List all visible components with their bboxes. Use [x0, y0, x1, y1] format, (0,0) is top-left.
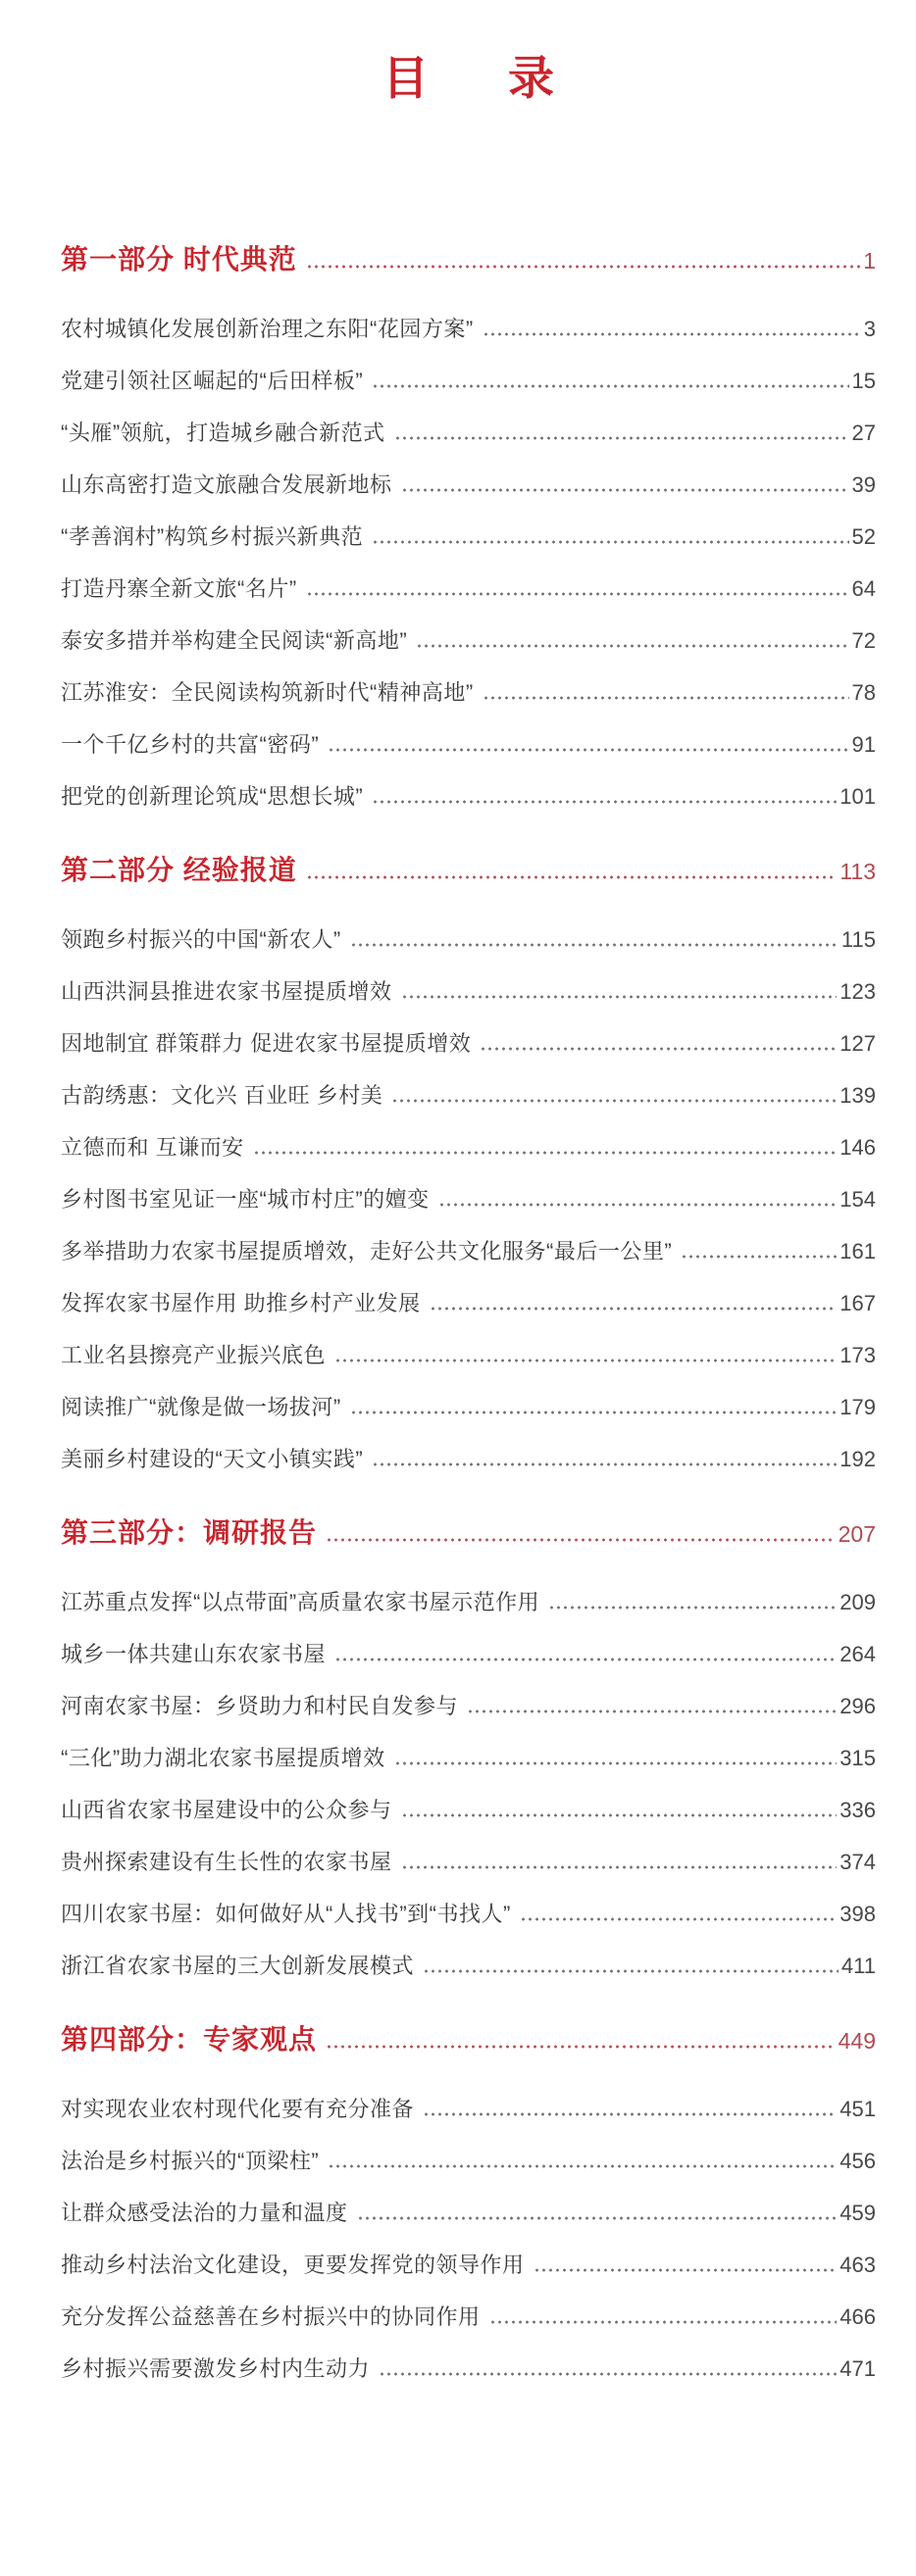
dotted-leader	[306, 592, 849, 596]
entry-page-number: 78	[851, 680, 876, 705]
entry-page-number: 146	[840, 1135, 876, 1160]
section-entries	[61, 2098, 876, 2380]
dotted-leader	[394, 436, 849, 440]
toc-entry-row[interactable]	[61, 980, 876, 1003]
entry-title: 乡村图书室见证一座“城市村庄”的嬗变	[61, 1187, 430, 1212]
toc-entry-row[interactable]	[61, 2150, 876, 2172]
toc-section	[61, 2024, 876, 2380]
dotted-leader	[326, 1538, 836, 1542]
entry-title: 城乡一体共建山东农家书屋	[61, 1642, 327, 1666]
toc-entry-row[interactable]	[61, 2254, 876, 2276]
entry-title: 山东高密打造文旅融合发展新地标	[61, 472, 392, 497]
entry-page-number: 456	[840, 2149, 876, 2173]
entry-title: 农村城镇化发展创新治理之东阳“花园方案”	[61, 317, 474, 341]
dotted-leader	[416, 644, 848, 648]
entry-page-number: 27	[851, 421, 876, 445]
entry-title: 推动乡村法治文化建设，更要发挥党的领导作用	[61, 2253, 525, 2277]
entry-page-number: 15	[851, 369, 876, 393]
toc-entry-row[interactable]	[61, 1643, 876, 1665]
section-header-row[interactable]	[61, 855, 876, 887]
entry-title: 美丽乡村建设的“天文小镇实践”	[61, 1447, 364, 1471]
entry-title: 发挥农家书屋作用 助推乡村产业发展	[61, 1291, 421, 1315]
toc-entry-row[interactable]	[61, 1799, 876, 1821]
entry-title: 阅读推广“就像是做一场拔河”	[61, 1395, 341, 1419]
entry-page-number: 161	[840, 1239, 876, 1263]
toc-entry-row[interactable]	[61, 1448, 876, 1470]
dotted-leader	[483, 696, 849, 700]
dotted-leader	[401, 995, 838, 999]
entry-page-number: 179	[840, 1395, 876, 1419]
entry-page-number: 64	[851, 576, 876, 601]
entry-page-number: 463	[840, 2253, 876, 2277]
toc-entry-row[interactable]	[61, 1955, 876, 1977]
toc-entry-row[interactable]	[61, 1188, 876, 1211]
entry-title: 多举措助力农家书屋提质增效，走好公共文化服务“最后一公里”	[61, 1239, 673, 1263]
entry-title: 法治是乡村振兴的“顶梁柱”	[61, 2149, 320, 2173]
section-title: 第三部分：调研报告	[61, 1517, 318, 1548]
entry-page-number: 471	[840, 2356, 876, 2381]
entry-page-number: 91	[851, 732, 876, 757]
dotted-leader	[350, 943, 839, 947]
dotted-leader	[430, 1307, 838, 1311]
entry-page-number: 101	[840, 784, 876, 809]
entry-page-number: 3	[863, 317, 876, 341]
entry-page-number: 451	[840, 2097, 876, 2121]
dotted-leader	[334, 1658, 837, 1661]
entry-title: 江苏淮安：全民阅读构筑新时代“精神高地”	[61, 680, 474, 705]
entry-page-number: 192	[840, 1447, 876, 1471]
entry-title: 四川农家书屋：如何做好从“人找书”到“书找人”	[61, 1902, 511, 1926]
toc-entry-row[interactable]	[61, 2202, 876, 2224]
toc-list	[61, 244, 876, 2380]
dotted-leader	[328, 2164, 837, 2168]
dotted-leader	[480, 1047, 837, 1051]
toc-entry-row[interactable]	[61, 1591, 876, 1613]
toc-entry-row[interactable]	[61, 1344, 876, 1366]
section-page-number: 207	[838, 1521, 876, 1547]
entry-page-number: 167	[840, 1291, 876, 1315]
entry-title: 江苏重点发挥“以点带面”高质量农家书屋示范作用	[61, 1590, 540, 1614]
toc-entry-row[interactable]	[61, 421, 876, 444]
toc-entry-row[interactable]	[61, 1292, 876, 1314]
dotted-leader	[394, 1761, 838, 1765]
dotted-leader	[350, 1411, 838, 1414]
entry-title: 山西洪洞县推进农家书屋提质增效	[61, 979, 392, 1004]
dotted-leader	[681, 1255, 837, 1259]
dotted-leader	[548, 1606, 837, 1610]
entry-title: 一个千亿乡村的共富“密码”	[61, 732, 320, 757]
entry-page-number: 411	[840, 1954, 876, 1978]
dotted-leader	[253, 1151, 838, 1155]
entry-page-number: 264	[840, 1642, 876, 1666]
dotted-leader	[401, 1865, 838, 1869]
section-title: 第四部分：专家观点	[61, 2024, 318, 2055]
entry-page-number: 139	[840, 1083, 876, 1108]
section-entries	[61, 928, 876, 1470]
dotted-leader	[423, 1969, 839, 1973]
toc-entry-row[interactable]	[61, 2357, 876, 2380]
toc-entry-row[interactable]	[61, 629, 876, 652]
entry-page-number: 72	[851, 628, 876, 653]
entry-title: 河南农家书屋：乡贤助力和村民自发参与	[61, 1694, 459, 1718]
entry-title: 让群众感受法治的力量和温度	[61, 2201, 348, 2225]
toc-entry-row[interactable]	[61, 1396, 876, 1418]
entry-page-number: 296	[840, 1694, 876, 1718]
toc-entry-row[interactable]	[61, 1240, 876, 1263]
section-header-row[interactable]	[61, 1517, 876, 1550]
dotted-leader	[401, 488, 849, 492]
entry-title: 党建引领社区崛起的“后田样板”	[61, 369, 364, 393]
section-header-row[interactable]	[61, 2024, 876, 2056]
toc-entry-row[interactable]	[61, 1032, 876, 1055]
section-entries	[61, 318, 876, 808]
entry-page-number: 398	[840, 1902, 876, 1926]
entry-page-number: 52	[851, 524, 876, 549]
entry-title: 泰安多措并举构建全民阅读“新高地”	[61, 628, 408, 653]
toc-entry-row[interactable]	[61, 1136, 876, 1159]
dotted-leader	[357, 2216, 838, 2220]
entry-title: 工业名县擦亮产业振兴底色	[61, 1343, 327, 1367]
toc-entry-row[interactable]	[61, 1695, 876, 1717]
entry-title: 乡村振兴需要激发乡村内生动力	[61, 2356, 371, 2381]
entry-page-number: 466	[840, 2304, 876, 2329]
dotted-leader	[372, 800, 837, 804]
entry-title: 立德而和 互谦而安	[61, 1135, 244, 1160]
entry-title: 充分发挥公益慈善在乡村振兴中的协同作用	[61, 2304, 481, 2329]
toc-entry-row[interactable]	[61, 318, 876, 340]
dotted-leader	[520, 1917, 837, 1921]
dotted-leader	[534, 2268, 838, 2272]
entry-title: “头雁”领航，打造城乡融合新范式	[61, 421, 385, 445]
section-page-number: 113	[840, 859, 876, 884]
toc-entry-row[interactable]	[61, 2305, 876, 2328]
toc-section	[61, 855, 876, 1470]
toc-entry-row[interactable]	[61, 1747, 876, 1769]
dotted-leader	[379, 2372, 837, 2376]
entry-title: “三化”助力湖北农家书屋提质增效	[61, 1746, 385, 1770]
entry-title: 把党的创新理论筑成“思想长城”	[61, 784, 364, 809]
entry-page-number: 459	[840, 2201, 876, 2225]
toc-entry-row[interactable]	[61, 1084, 876, 1107]
entry-title: 打造丹寨全新文旅“名片”	[61, 576, 297, 601]
entry-page-number: 173	[840, 1343, 876, 1367]
toc-entry-row[interactable]	[61, 928, 876, 951]
dotted-leader	[483, 332, 861, 336]
entry-page-number: 127	[840, 1031, 876, 1056]
toc-entry-row[interactable]	[61, 1851, 876, 1873]
section-entries	[61, 1591, 876, 1977]
toc-entry-row[interactable]	[61, 1903, 876, 1925]
section-title: 第二部分 经验报道	[61, 855, 297, 885]
entry-title: 贵州探索建设有生长性的农家书屋	[61, 1850, 392, 1874]
toc-entry-row[interactable]	[61, 2098, 876, 2120]
dotted-leader	[328, 748, 848, 752]
entry-title: “孝善润村”构筑乡村振兴新典范	[61, 524, 364, 549]
entry-title: 浙江省农家书屋的三大创新发展模式	[61, 1954, 415, 1978]
section-title: 第一部分 时代典范	[61, 244, 297, 274]
entry-page-number: 154	[840, 1187, 876, 1212]
entry-page-number: 374	[840, 1850, 876, 1874]
entry-title: 领跑乡村振兴的中国“新农人”	[61, 927, 341, 952]
dotted-leader	[467, 1709, 837, 1713]
entry-page-number: 336	[840, 1798, 876, 1822]
dotted-leader	[334, 1359, 837, 1362]
entry-title: 古韵绣惠：文化兴 百业旺 乡村美	[61, 1083, 383, 1108]
page-title: 目 录	[382, 52, 588, 104]
entry-page-number: 39	[851, 472, 876, 497]
toc-section	[61, 1517, 876, 1977]
entry-page-number: 209	[840, 1590, 876, 1614]
entry-title: 对实现农业农村现代化要有充分准备	[61, 2097, 415, 2121]
dotted-leader	[438, 1203, 838, 1207]
section-page-number: 449	[838, 2028, 876, 2054]
dotted-leader	[306, 265, 860, 269]
toc-section	[61, 244, 876, 808]
entry-page-number: 115	[840, 927, 876, 952]
toc-entry-row[interactable]	[61, 525, 876, 548]
dotted-leader	[391, 1099, 837, 1103]
entry-page-number: 315	[840, 1746, 876, 1770]
dotted-leader	[372, 540, 848, 544]
toc-entry-row[interactable]	[61, 681, 876, 704]
toc-entry-row[interactable]	[61, 473, 876, 496]
dotted-leader	[423, 2112, 837, 2116]
toc-entry-row[interactable]	[61, 785, 876, 808]
entry-title: 山西省农家书屋建设中的公众参与	[61, 1798, 392, 1822]
entry-title: 因地制宜 群策群力 促进农家书屋提质增效	[61, 1031, 472, 1056]
toc-entry-row[interactable]	[61, 733, 876, 756]
toc-entry-row[interactable]	[61, 370, 876, 392]
entry-page-number: 123	[840, 979, 876, 1004]
dotted-leader	[372, 1462, 837, 1466]
dotted-leader	[489, 2320, 838, 2324]
section-page-number: 1	[863, 248, 876, 273]
dotted-leader	[326, 2045, 836, 2049]
dotted-leader	[372, 384, 848, 388]
toc-entry-row[interactable]	[61, 577, 876, 600]
section-header-row[interactable]	[61, 244, 876, 276]
dotted-leader	[401, 1813, 838, 1817]
dotted-leader	[306, 875, 838, 879]
